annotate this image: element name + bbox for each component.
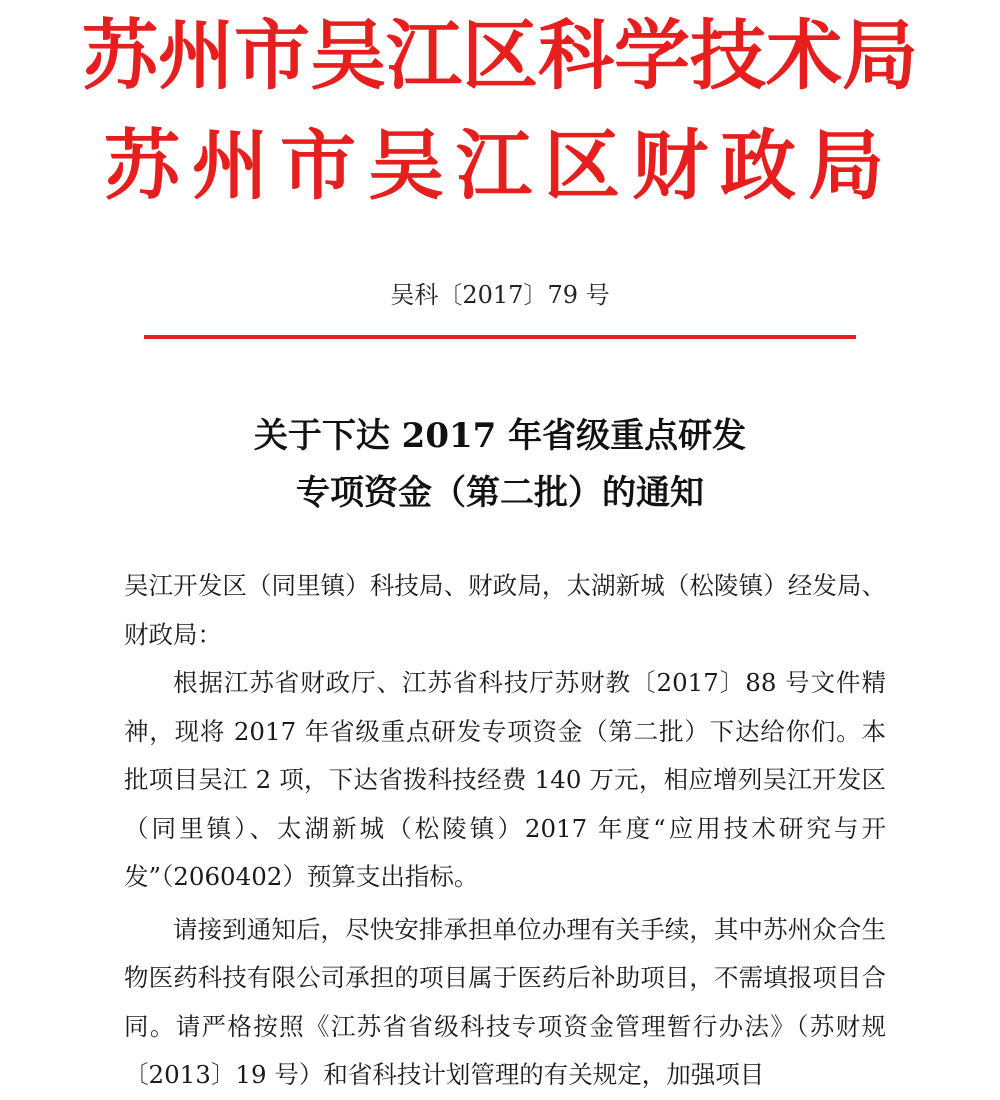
issuing-org-science-bureau: 苏州市吴江区科学技术局	[82, 11, 918, 100]
document-title	[0, 408, 1000, 522]
title-line-1: 关于下达 2017 年省级重点研发	[253, 416, 747, 456]
title-line-2: 专项资金（第二批）的通知	[296, 473, 704, 513]
document-body	[124, 562, 886, 1100]
document-number: 吴科〔2017〕79 号	[390, 281, 610, 309]
body-paragraph-2: 请接到通知后，尽快安排承担单位办理有关手续，其中苏州众合生物医药科技有限公司承担的项目属于医药后补助项目，不需填报项目合同。请严格按照《江苏省省级科技专项资金管理暂行办法》（苏财规〔2013〕19 号）和省科技计划管理的有关规定，加强项目	[124, 914, 886, 1089]
issuing-org-finance-bureau: 苏州市吴江区财政局	[104, 121, 896, 210]
body-paragraph-1: 根据江苏省财政厅、江苏省科技厅苏财教〔2017〕88 号文件精神，现将 2017 年省级重点研发专项资金（第二批）下达给你们。本批项目吴江 2 项，下达省拨科技经费 140 万元，相应增列吴江开发区（同里镇）、太湖新城（松陵镇）2017 年度“应用技术研究与开发”（2060402）预算支出指标。	[124, 668, 886, 891]
red-divider-line	[144, 335, 856, 339]
recipients-line: 吴江开发区（同里镇）科技局、财政局，太湖新城（松陵镇）经发局、财政局：	[124, 571, 886, 649]
